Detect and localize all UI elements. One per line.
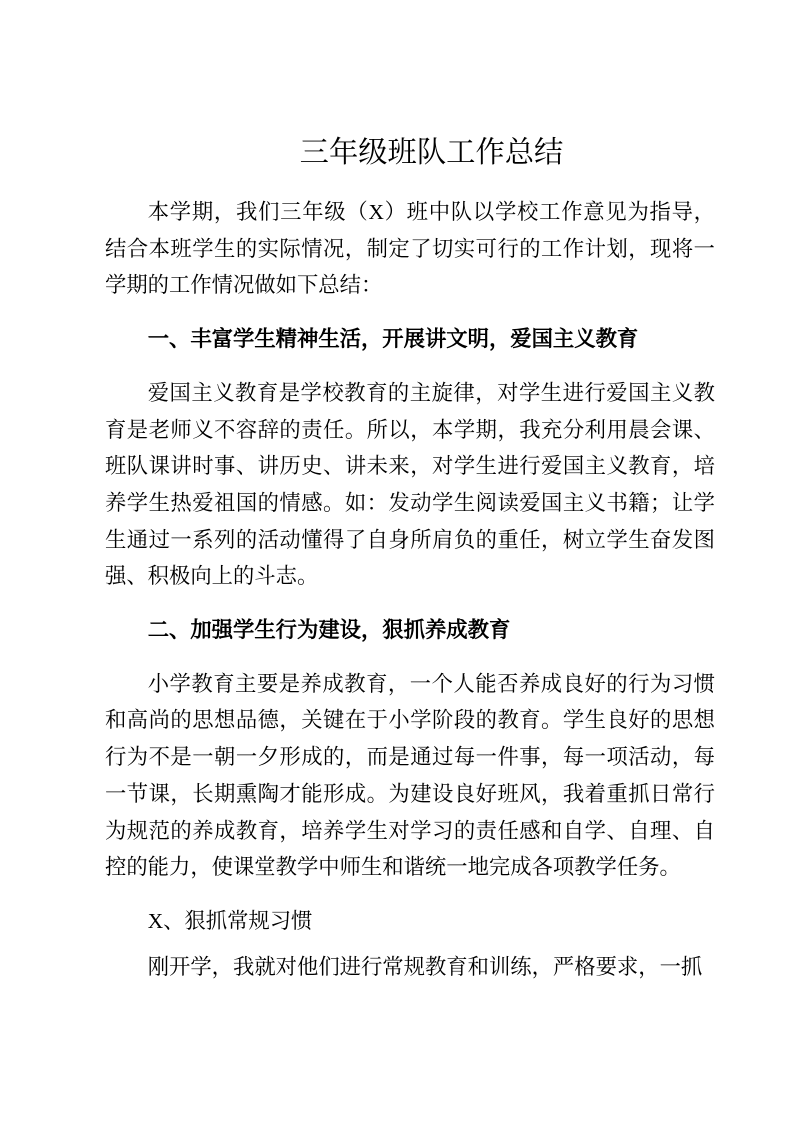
section-2-paragraph: 小学教育主要是养成教育，一个人能否养成良好的行为习惯和高尚的思想品德，关键在于小学阶段的教育。学生良好的思想行为不是一朝一夕形成的，而是通过每一件事，每一项活动，每一节课，长期熏陶才能形成。为建设良好班风，我着重抓日常行为规范的养成教育，培养学生对学习的责任感和自学、自理、自控的能力，使课堂教学中师生和谐统一地完成各项教学任务。 (105, 671, 715, 880)
section-heading-1: 一、丰富学生精神生活，开展讲文明，爱国主义教育 (147, 327, 639, 352)
section-1-paragraph: 爱国主义教育是学校教育的主旋律，对学生进行爱国主义教育是老师义不容辞的责任。所以，本学期，我充分利用晨会课、班队课讲时事、讲历史、讲未来，对学生进行爱国主义教育，培养学生热爱祖国的情感。如：发动学生阅读爱国主义书籍；让学生通过一系列的活动懂得了自身所肩负的重任，树立学生奋发图强、积极向上的斗志。 (105, 380, 715, 589)
document-content (105, 0, 715, 985)
section-3-paragraph: 刚开学，我就对他们进行常规教育和训练，严格要求，一抓 (147, 954, 703, 979)
document-title: 三年级班队工作总结 (299, 137, 564, 169)
section-heading-2: 二、加强学生行为建设，狠抓养成教育 (147, 618, 511, 643)
subsection-heading: X、狠抓常规习惯 (147, 908, 313, 933)
intro-paragraph: 本学期，我们三年级（X）班中队以学校工作意见为指导，结合本班学生的实际情况，制定了切实可行的工作计划，现将一学期的工作情况做如下总结： (105, 200, 715, 298)
